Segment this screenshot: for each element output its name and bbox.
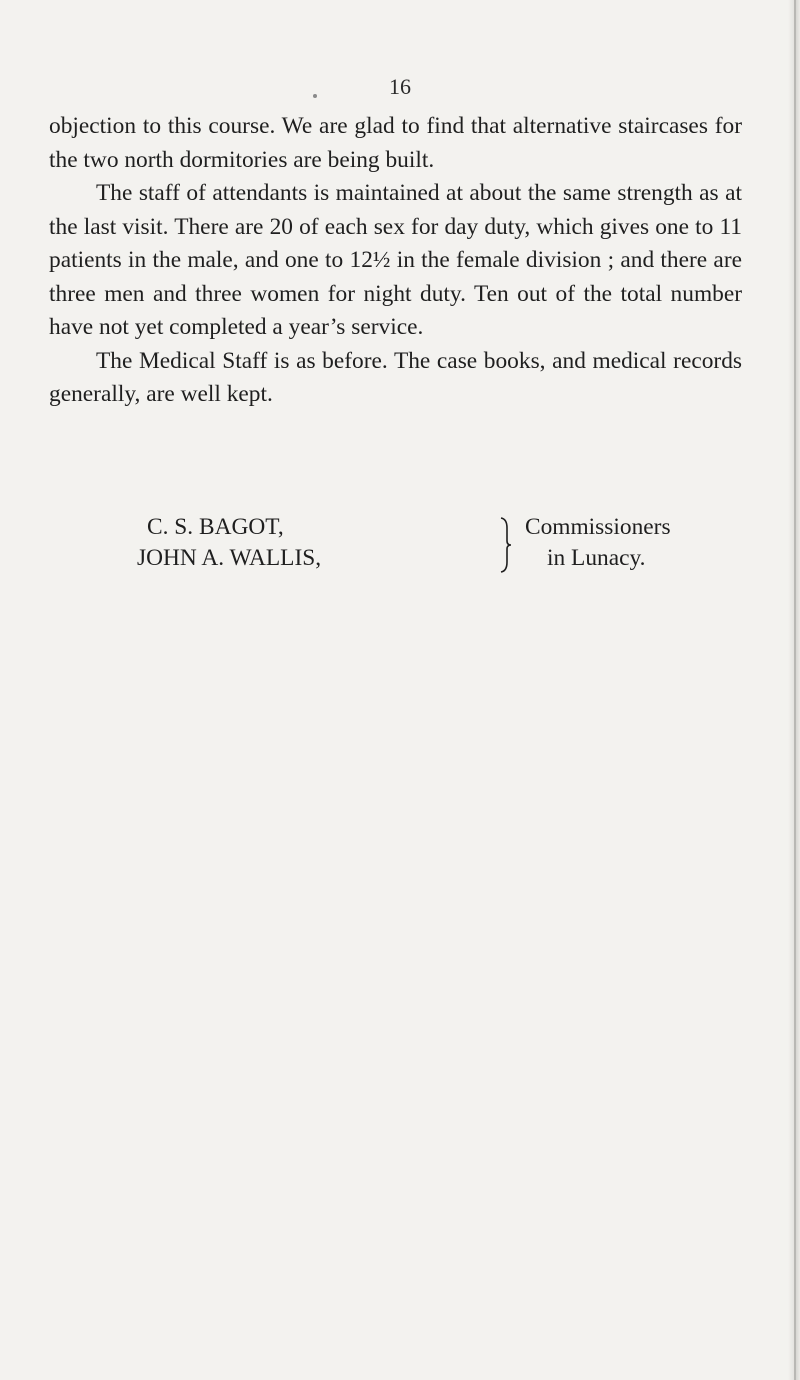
signatory-names xyxy=(137,512,497,574)
paragraph-3: The Medical Staff is as before. The case books, and medical records generally, are well kept. xyxy=(49,347,742,407)
page-edge-line xyxy=(794,0,796,1380)
page-number: 16 xyxy=(389,74,411,99)
paragraph-1: objection to this course. We are glad to find that alternative staircases for the two north dormitories are being built. xyxy=(49,113,742,173)
paragraph-2: The staff of attendants is maintained at about the same strength as at the last visit. There are 20 of each sex for day duty, which gives one to 11 patients in the male, and one to 12½ in the female division ; and there are three men and three women for night duty. Ten out of the total number have not yet completed a year’s service. xyxy=(49,180,742,340)
signatory-title-line-1: Commissioners xyxy=(525,514,671,540)
signatory-title xyxy=(525,512,755,574)
signatory-name-2: JOHN A. WALLIS, xyxy=(137,545,322,571)
signatory-title-line-2: in Lunacy. xyxy=(547,545,646,571)
signatory-name-1: C. S. BAGOT, xyxy=(147,514,284,540)
body-text xyxy=(49,110,742,412)
right-brace-icon xyxy=(499,516,513,574)
